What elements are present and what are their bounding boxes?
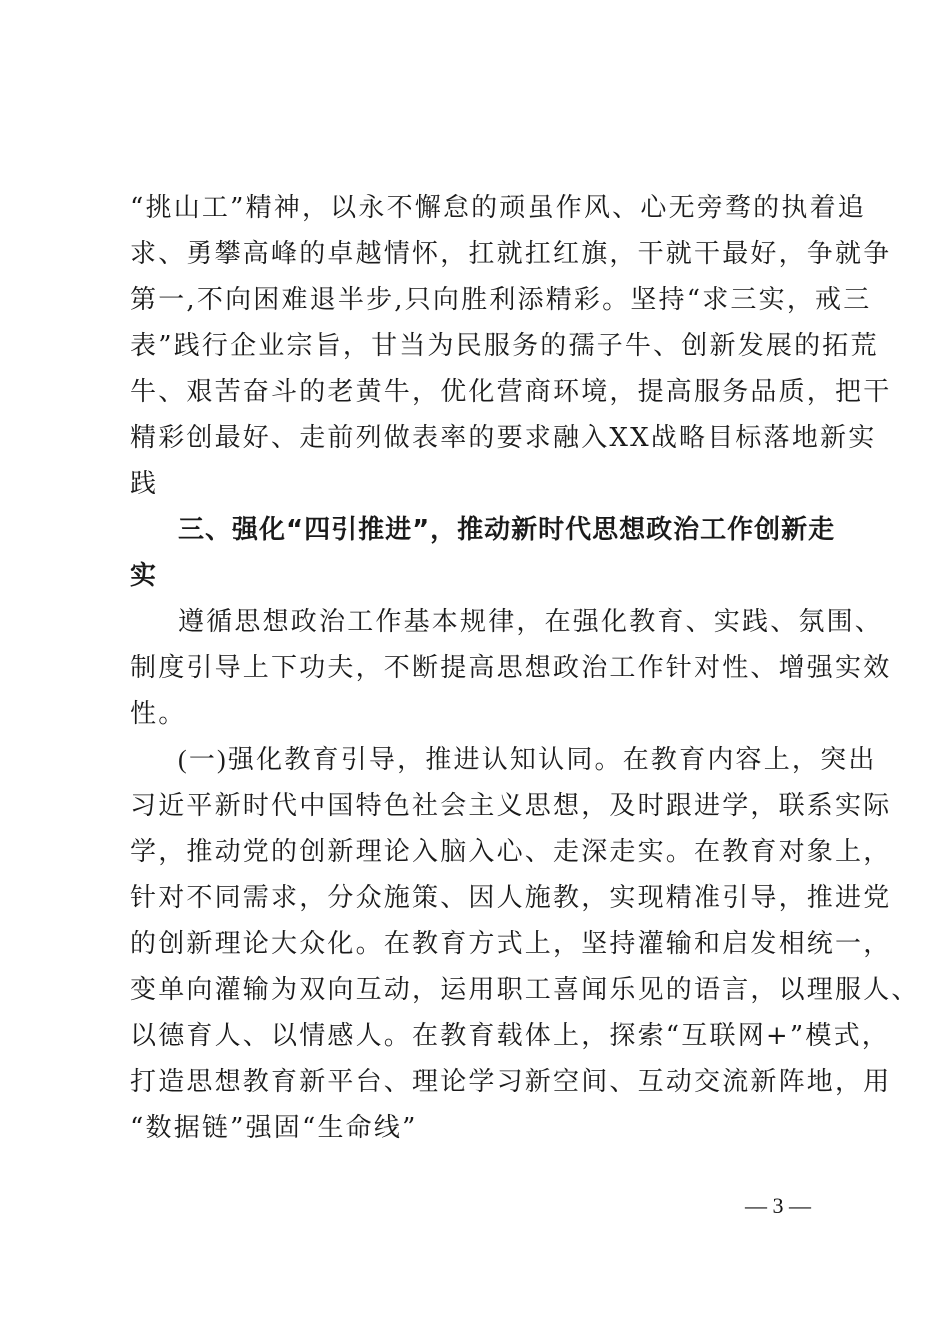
text-line: 践 — [130, 469, 159, 499]
text-line: “挑山工”精神，以永不懈怠的顽虽作风、心无旁骛的执着追 — [130, 193, 866, 223]
text-span: 在教育内容上，突出 — [622, 745, 877, 775]
text-line: 制度引导上下功夫，不断提高思想政治工作针对性、增强实效 — [130, 653, 892, 683]
heading-line: 实 — [130, 561, 158, 591]
text-line: 性。 — [130, 699, 187, 729]
text-line: 遵循思想政治工作基本规律，在强化教育、实践、氛围、 — [178, 607, 884, 637]
text-line: 牛、艰苦奋斗的老黄牛，优化营商环境，提高服务品质，把干 — [130, 377, 892, 407]
text-line: 表”践行企业宗旨，甘当为民服务的孺子牛、创新发展的拓荒 — [130, 331, 879, 361]
text-line: “数据链”强固“生命线” — [130, 1113, 418, 1143]
text-line: 学，推动党的创新理论入脑入心、走深走实。在教育对象上， — [130, 837, 892, 867]
text-line: 第一,不向困难退半步,只向胜利添精彩。坚持“求三实，戒三 — [130, 285, 872, 315]
text-line: 精彩创最好、走前列做表率的要求融入XX战略目标落地新实 — [130, 423, 877, 453]
text-line: 打造思想教育新平台、理论学习新空间、互动交流新阵地，用 — [130, 1067, 892, 1097]
heading-line: 三、强化“四引推进”，推动新时代思想政治工作创新走 — [178, 515, 836, 545]
text-line: 的创新理论大众化。在教育方式上，坚持灌输和启发相统一， — [130, 929, 892, 959]
text-line: 求、勇攀高峰的卓越情怀，扛就扛红旗，干就干最好，争就争 — [130, 239, 892, 269]
text-line: 变单向灌输为双向互动，运用职工喜闻乐见的语言，以理服人、 — [130, 975, 920, 1005]
page-number: — 3 — — [745, 1193, 811, 1218]
subheading-lead: (一)强化教育引导，推进认知认同。 — [178, 745, 623, 774]
text-line — [178, 745, 878, 775]
text-line: 以德育人、以情感人。在教育载体上，探索“互联网+”模式， — [130, 1021, 890, 1051]
text-line: 习近平新时代中国特色社会主义思想，及时跟进学，联系实际 — [130, 791, 892, 821]
text-line: 针对不同需求，分众施策、因人施教，实现精准引导，推进党 — [130, 883, 892, 913]
